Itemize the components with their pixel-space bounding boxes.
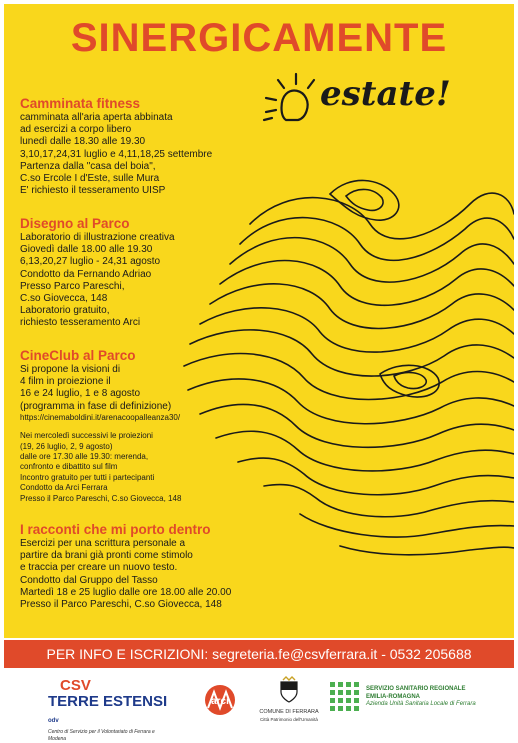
section-line: Presso Parco Pareschi,	[20, 280, 125, 292]
csv-logo-name: TERRE ESTENSI	[48, 693, 168, 710]
csv-terre-estensi-logo	[48, 678, 168, 743]
section-line: Esercizi per una scrittura personale a	[20, 538, 186, 549]
comune-name: COMUNE DI FERRARA	[259, 709, 319, 715]
csv-logo-mid	[48, 694, 168, 729]
section-title: Camminata fitness	[20, 96, 141, 111]
ssr-grid-icon	[330, 682, 360, 716]
section-small-line: Condotto da Arci Ferrara	[20, 483, 108, 493]
section-line: camminata all'aria aperta abbinata	[20, 112, 173, 123]
contour-lines-illustration	[180, 164, 514, 564]
section-line: 4 film in proiezione il	[20, 376, 111, 388]
section-line: Martedì 18 e 25 luglio dalle ore 18.00 alle 20.00	[20, 586, 232, 598]
section-line: Condotto da Fernando Adriao	[20, 268, 152, 280]
section-small-line: Nei mercoledì successivi le proiezioni	[20, 431, 153, 441]
section-title: Disegno al Parco	[20, 216, 130, 231]
section-line: 6,13,20,27 luglio - 24,31 agosto	[20, 256, 161, 268]
poster-subtitle: estate!	[320, 74, 451, 114]
section-line: Partenza dalla "casa del boia",	[20, 160, 156, 172]
cinema-link[interactable]: https://cinemaboldini.it/arenacoopalleanza30/	[20, 412, 181, 422]
section-line: Giovedì dalle 18.00 alle 19.30	[20, 244, 153, 256]
comune-sub: Città Patrimonio dell'Umanità	[260, 717, 318, 722]
section-small-line: dalle ore 17.30 alle 19.30: merenda,	[20, 452, 149, 462]
section-line: C.so Giovecca, 148	[20, 293, 108, 305]
section-line: Presso il Parco Pareschi, C.so Giovecca, 148	[20, 599, 222, 611]
ssr-line2: EMILIA-ROMAGNA	[366, 693, 420, 700]
section-line: 3,10,17,24,31 luglio e 4,11,18,25 settembre	[20, 148, 213, 160]
section-title: I racconti che mi porto dentro	[20, 522, 211, 537]
section-line: Condotto dal Gruppo del Tasso	[20, 574, 158, 586]
section-small-line: (19, 26 luglio, 2, 9 agosto)	[20, 441, 113, 451]
section-small-line: Incontro gratuito per tutti i partecipanti	[20, 472, 155, 482]
section-line: C.so Ercole I d'Este, sulle Mura	[20, 173, 160, 185]
poster-title: SINERGICAMENTE	[70, 16, 448, 60]
section-line: ad esercizi a corpo libero	[20, 124, 132, 136]
section-camminata-fitness	[20, 96, 212, 197]
csv-logo-odv: odv	[48, 718, 59, 724]
crest-icon	[277, 676, 301, 704]
arci-logo	[200, 682, 240, 718]
ssr-line3: Azienda Unità Sanitaria Locale di Ferrara	[366, 701, 476, 707]
poster-body	[4, 4, 514, 638]
sponsor-logos	[0, 672, 518, 742]
sun-icon	[262, 70, 322, 126]
arci-logo-text: arci	[211, 696, 229, 707]
ssr-line1: SERVIZIO SANITARIO REGIONALE	[366, 686, 466, 692]
section-line: (programma in fase di definizione)	[20, 400, 172, 412]
csv-logo-bottom: Centro di Servizio per il Volontariato di Ferrara e Modena	[48, 729, 155, 742]
csv-logo-top: CSV	[60, 677, 91, 694]
section-line: Laboratorio gratuito,	[20, 305, 110, 317]
section-line: richiesto tesseramento Arci	[20, 317, 141, 329]
comune-ferrara-logo	[254, 676, 324, 723]
section-racconti	[20, 522, 231, 611]
section-line: Laboratorio di illustrazione creativa	[20, 232, 175, 243]
contact-info-bar[interactable]: PER INFO E ISCRIZIONI: segreteria.fe@csvferrara.it - 0532 205688	[4, 640, 514, 668]
section-cineclub-al-parco	[20, 348, 181, 504]
ssr-text	[366, 686, 476, 709]
section-line: 16 e 24 luglio, 1 e 8 agosto	[20, 388, 141, 400]
section-line: lunedì dalle 18.30 alle 19.30	[20, 136, 146, 148]
section-title: CineClub al Parco	[20, 348, 136, 363]
section-line: partire da brani già pronti come stimolo	[20, 550, 193, 562]
section-disegno-al-parco	[20, 216, 175, 330]
section-line: e traccia per creare un nuovo testo.	[20, 562, 178, 574]
section-line: Si propone la visioni di	[20, 364, 121, 375]
section-line: E' richiesto il tesseramento UISP	[20, 185, 166, 197]
section-small-line: confronto e dibattito sul film	[20, 462, 118, 472]
section-small-line: Presso il Parco Pareschi, C.so Giovecca, 148	[20, 493, 182, 503]
